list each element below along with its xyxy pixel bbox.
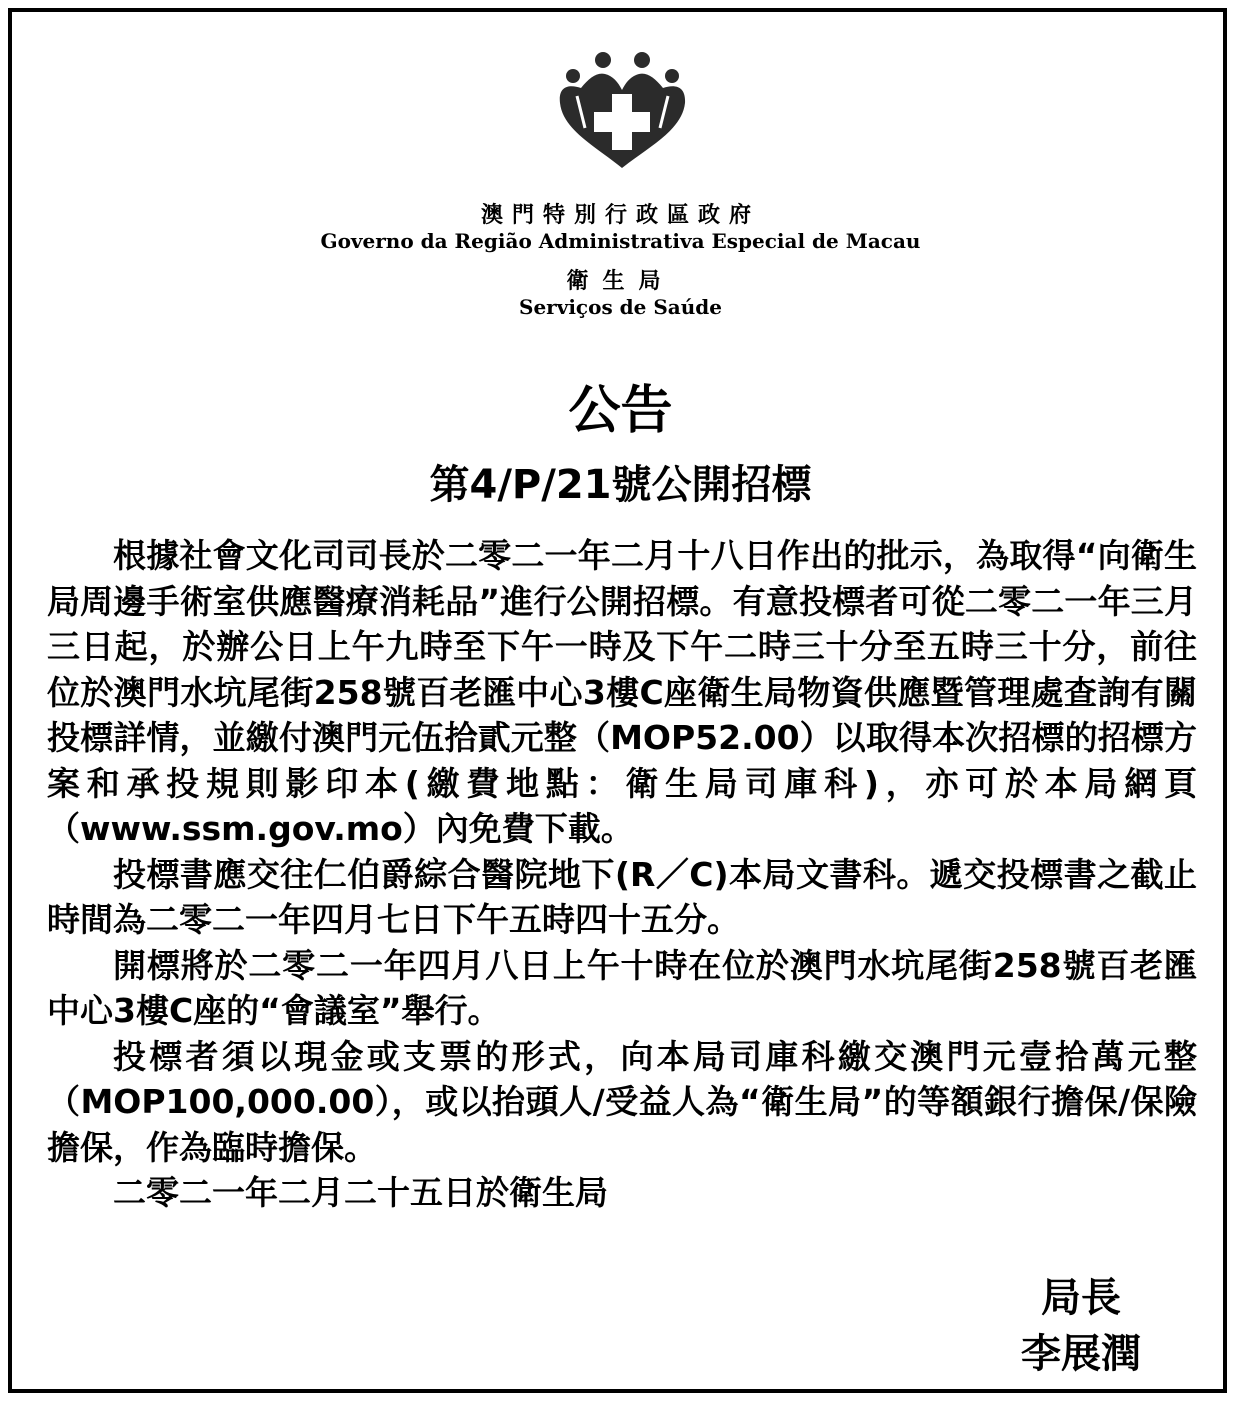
issue-date-line: 二零二一年二月二十五日於衛生局 — [113, 1173, 608, 1212]
paragraph-guarantee: 投標者須以現金或支票的形式，向本局司庫科繳交澳門元壹拾萬元整（MOP100,000.00），或以抬頭人/受益人為“衛生局”的等額銀行擔保/保險擔保，作為臨時擔保。 — [47, 1036, 1197, 1167]
paragraph-tender-details: 根據社會文化司司長於二零二一年二月十八日作出的批示，為取得“向衛生局周邊手術室供應醫療消耗品”進行公開招標。有意投標者可從二零二一年三月三日起，於辦公日上午九時至下午一時及下午二時三十分至五時三十分，前往位於澳門水坑尾街258號百老匯中心3樓C座衛生局物資供應暨管理處查詢有關投標詳情，並繳付澳門元伍拾貳元整（MOP52.00）以取得本次招標的招標方案和承投規則影印本(繳費地點：衛生局司庫科)，亦可於本局網頁（www.ssm.gov.mo）內免費下載。 — [47, 536, 1197, 848]
tender-number-title: 第4/P/21號公開招標 — [429, 462, 812, 508]
paragraph-submission-deadline: 投標書應交往仁伯爵綜合醫院地下(R／C)本局文書科。遞交投標書之截止時間為二零二一年四月七日下午五時四十五分。 — [47, 854, 1197, 939]
health-services-logo-icon — [555, 48, 690, 173]
signer-name: 李展潤 — [1021, 1331, 1141, 1377]
department-name-chinese: 衛生局 — [566, 268, 675, 294]
department-name-portuguese: Serviços de Saúde — [519, 295, 722, 319]
notice-body — [47, 533, 1197, 1216]
government-name-portuguese: Governo da Região Administrativa Especial de Macau — [320, 229, 921, 253]
notice-title: 公告 — [568, 381, 673, 441]
government-name-chinese: 澳門特別行政區政府 — [480, 202, 760, 228]
signer-title: 局長 — [1041, 1275, 1121, 1321]
paragraph-opening: 開標將於二零二一年四月八日上午十時在位於澳門水坑尾街258號百老匯中心3樓C座的“會議室”舉行。 — [47, 945, 1197, 1030]
